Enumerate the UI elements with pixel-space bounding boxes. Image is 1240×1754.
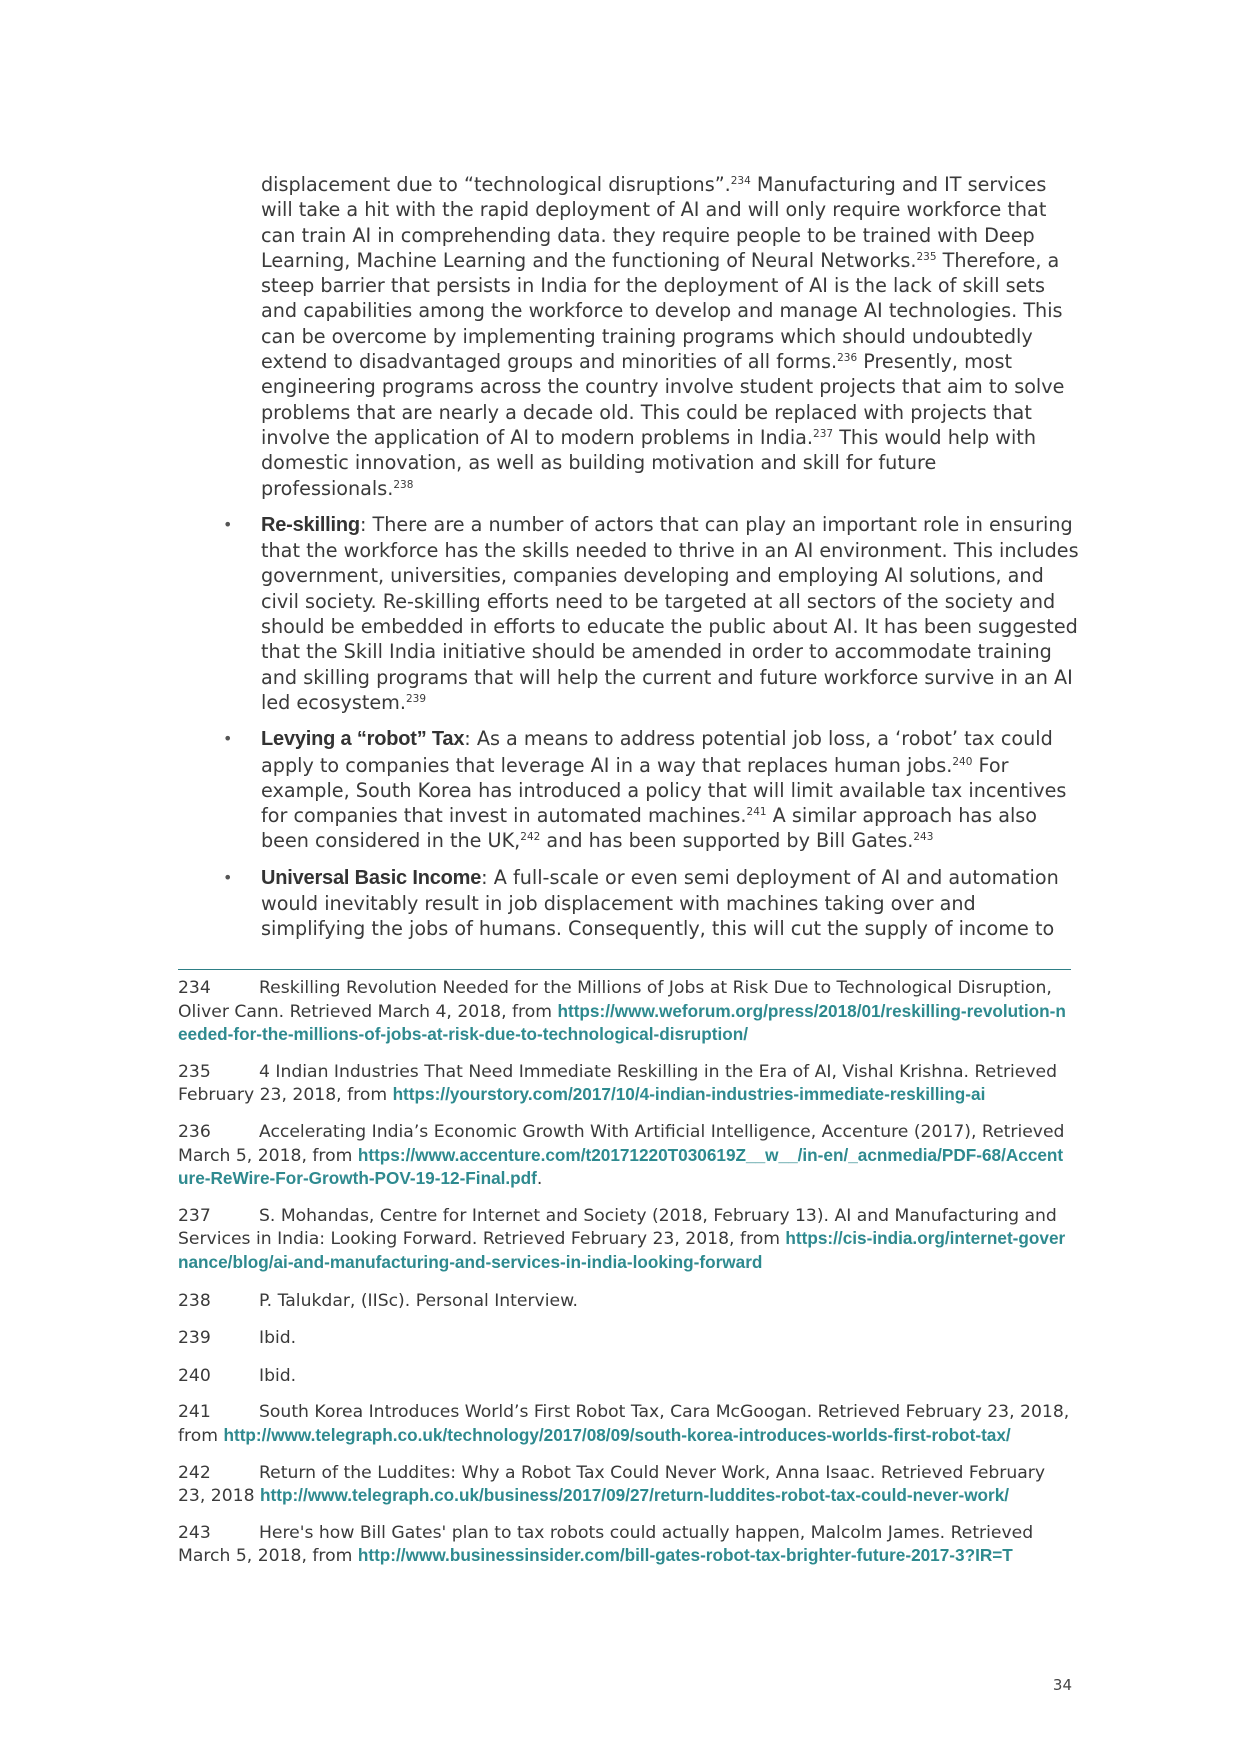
footnote-ref[interactable]: 240 [952,755,973,768]
footnote [178,1401,1071,1447]
footnote-ref[interactable]: 242 [520,831,541,844]
text-run: This would help with domestic innovation, as well as building motivation and skill for future professionals. [261,425,1036,500]
footnote-link[interactable]: http://www.telegraph.co.uk/business/2017/09/27/return-luddites-robot-tax-could-never-work/ [260,1485,1010,1506]
text-run: For example, South Korea has introduced a policy that will limit available tax incentives for companies that invest in automated machines. [261,753,1067,828]
footnote-ref[interactable]: 239 [405,692,427,705]
footnote [178,1462,1071,1508]
footnote [178,1205,1071,1275]
footnote [178,1326,1071,1350]
footnote-divider [178,969,1071,970]
footnote-ref[interactable]: 235 [916,250,937,263]
footnote [178,1522,1071,1568]
bullet-term: Re-skilling [261,513,360,536]
footnote [178,1289,1071,1313]
footnote-ref[interactable]: 241 [746,806,767,819]
footnote-number: 241 [178,1402,211,1423]
body-text [261,172,1083,953]
footnote-ref[interactable]: 234 [730,175,751,187]
text-run: : A full-scale or even semi deployment of AI and automation would inevitably result in job displacement with machines taking over and simplifying the jobs of humans. Consequently, this will cut the supply of income to [261,865,1059,941]
footnote-after: . [536,1169,543,1190]
footnote [178,977,1071,1047]
footnote-link[interactable]: https://www.accenture.com/t20171220T030619Z__w__/in-en/_acnmedia/PDF-68/Accenture-ReWire-For-Growth-POV-19-12-Final.pdf [178,1144,1064,1189]
footnote-number: 235 [178,1061,211,1082]
intro-paragraph [261,172,1083,501]
footnote-text: 4 Indian Industries That Need Immediate Reskilling in the Era of AI, Vishal Krishna. Retrieved February 23, 2018, from [178,1061,1058,1106]
footnote-link[interactable]: https://www.weforum.org/press/2018/01/reskilling-revolution-needed-for-the-millions-of-jobs-at-risk-due-to-technological-disruption/ [178,1000,1066,1045]
footnote-link[interactable]: https://yourstory.com/2017/10/4-indian-industries-immediate-reskilling-ai [392,1084,986,1105]
text-run: : As a means to address potential job loss, a ‘robot’ tax could apply to companies that leverage AI in a way that replaces human jobs. [261,727,1053,777]
footnote-link[interactable]: http://www.telegraph.co.uk/technology/2017/08/09/south-korea-introduces-worlds-first-robot-tax/ [223,1424,1011,1445]
bullet-list [261,512,1083,942]
footnote-text: Ibid. [259,1328,297,1349]
footnote [178,1061,1071,1107]
bullet-term: Universal Basic Income [261,866,482,889]
footnote-text: Here's how Bill Gates' plan to tax robots could actually happen, Malcolm James. Retrieved March 5, 2018, from [178,1522,1034,1567]
text-run: displacement due to “technological disruptions”. [261,173,731,196]
footnote-text: Accelerating India’s Economic Growth With Artificial Intelligence, Accenture (2017), Retrieved March 5, 2018, from [178,1121,1065,1166]
bullet-reskilling [261,512,1083,715]
bullet-term: Levying a “robot” Tax [261,728,465,751]
footnote-number: 237 [178,1205,211,1226]
footnote-number: 242 [178,1462,211,1483]
text-run: Manufacturing and IT services will take a hit with the rapid deployment of AI and will only require workforce that can train AI in comprehending data. they require people to be trained with Deep Learning, Machine Learning and the functioning of Neural Networks. [261,173,1047,272]
footnote-text: Reskilling Revolution Needed for the Millions of Jobs at Risk Due to Technological Disruption, Oliver Cann. Retrieved March 4, 2018, from [178,978,1052,1022]
text-run: Therefore, a steep barrier that persists in India for the deployment of AI is the lack of skill sets and capabilities among the workforce to develop and manage AI technologies. This can be overcome by implementing training programs which should undoubtedly extend to disadvantaged groups and minorities of all forms. [261,248,1063,374]
page-number: 34 [1052,1676,1072,1694]
footnote-number: 234 [178,978,211,998]
footnote [178,1364,1071,1388]
footnote-number: 239 [178,1328,211,1349]
text-run: A similar approach has also been considered in the UK, [261,804,1038,853]
bullet-robot-tax [261,726,1083,853]
footnote-text: S. Mohandas, Centre for Internet and Society (2018, February 13). AI and Manufacturing and Services in India: Looking Forward. Retrieved February 23, 2018, from [178,1205,1057,1250]
text-run: and has been supported by Bill Gates. [540,829,914,853]
footnote-ref[interactable]: 237 [813,427,834,440]
footnote-ref[interactable]: 243 [913,831,934,844]
text-run: Presently, most engineering programs across the country involve student projects that aim to solve problems that are nearly a decade old. This could be replaced with projects that involve the application of AI to modern problems in India. [261,350,1065,449]
footnote-text: South Korea Introduces World’s First Robot Tax, Cara McGoogan. Retrieved February 23, 2018, from [178,1402,1070,1446]
footnote-ref[interactable]: 236 [837,352,858,365]
footnote-ref[interactable]: 238 [393,478,414,491]
footnote-link[interactable]: http://www.businessinsider.com/bill-gates-robot-tax-brighter-future-2017-3?IR=T [357,1545,1013,1566]
bullet-universal-basic-income [261,865,1083,942]
footnote-link[interactable]: https://cis-india.org/internet-governance/blog/ai-and-manufacturing-and-services-in-india-looking-forward [178,1228,1066,1272]
footnote-text: Ibid. [259,1365,297,1386]
footnote-number: 236 [178,1121,211,1142]
footnote [178,1121,1071,1191]
footnote-number: 243 [178,1522,211,1543]
text-run: : There are a number of actors that can play an important role in ensuring that the workforce has the skills needed to thrive in an AI environment. This includes government, universities, companies developing and employing AI solutions, and civil society. Re-skilling efforts need to be targeted at all sectors of the society and should be embedded in efforts to educate the public about AI. It has been suggested that the Skill India initiative should be amended in order to accommodate training and skilling programs that will help the current and future workforce survive in an AI led ecosystem. [261,512,1079,714]
footnotes [178,977,1071,1582]
footnote-number: 238 [178,1290,211,1311]
footnote-text: P. Talukdar, (IISc). Personal Interview. [259,1290,579,1311]
footnote-text: Return of the Luddites: Why a Robot Tax Could Never Work, Anna Isaac. Retrieved February 23, 2018 [178,1462,1046,1507]
footnote-number: 240 [178,1365,211,1386]
